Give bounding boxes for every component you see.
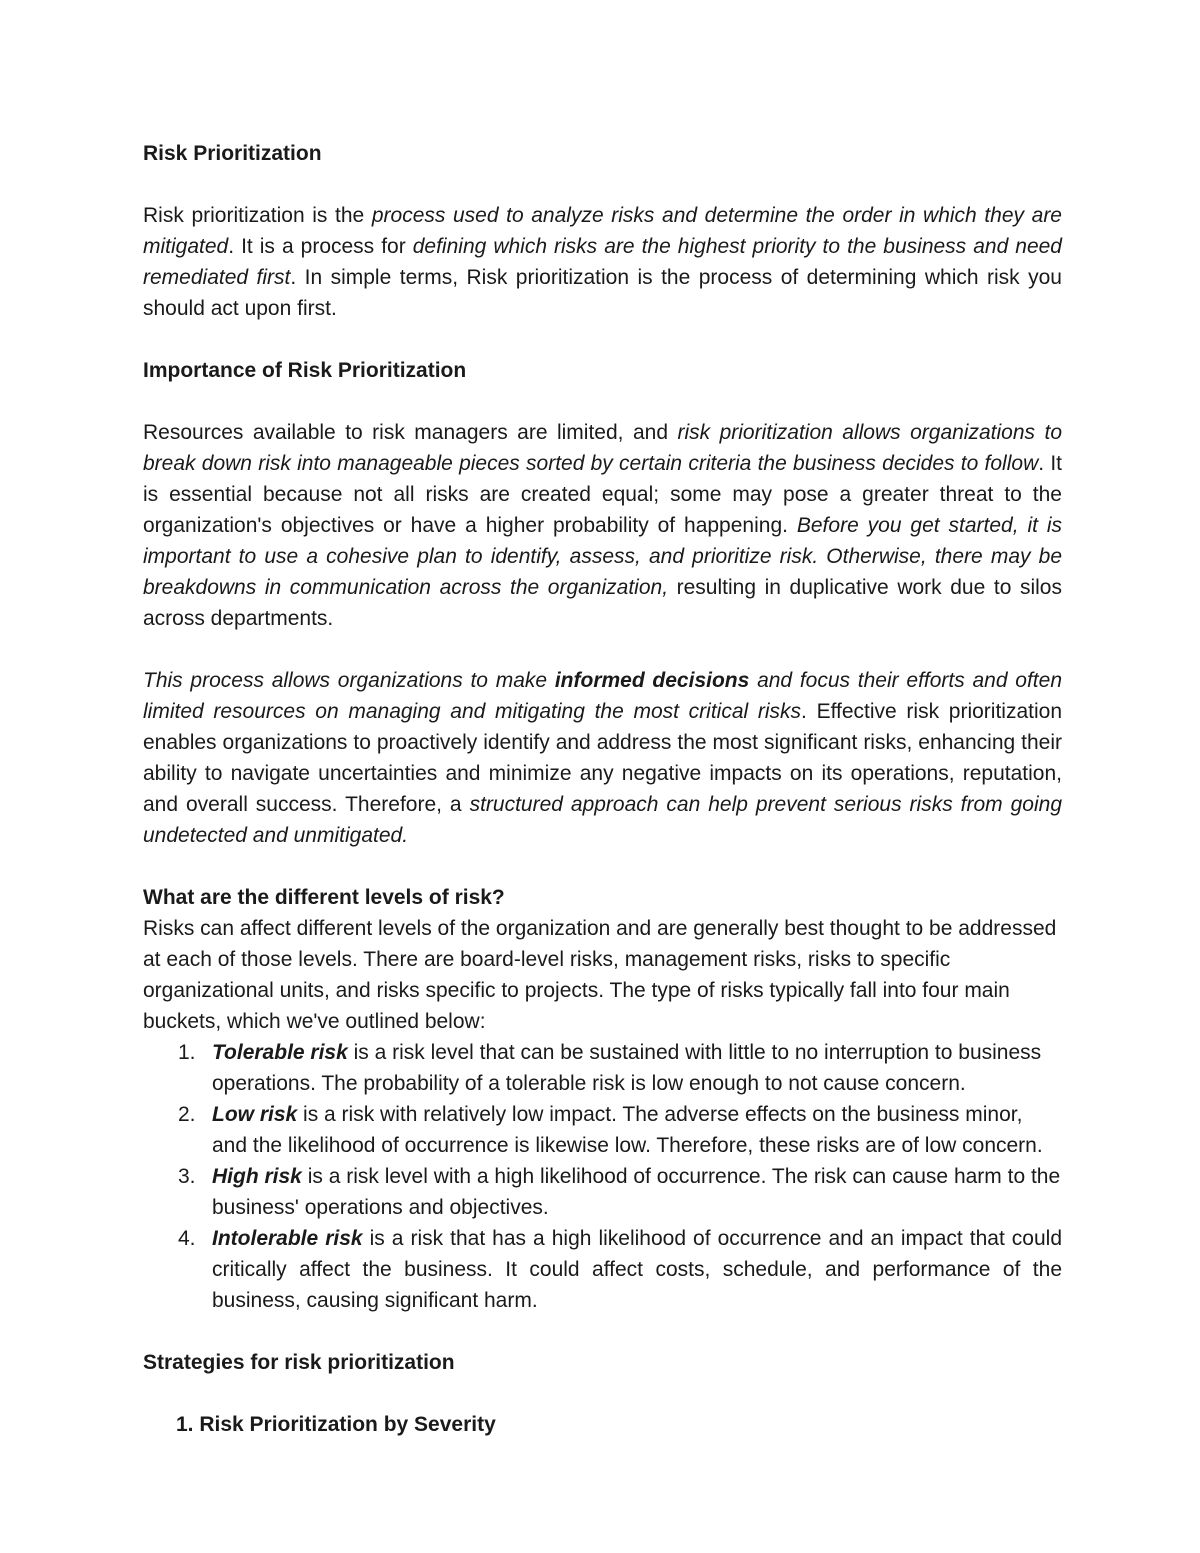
- list-number: 3.: [178, 1165, 196, 1188]
- list-number: 4.: [178, 1227, 196, 1250]
- text-run: Resources available to risk managers are limited, and: [143, 421, 678, 444]
- list-item: [143, 1037, 1062, 1099]
- text-run: . It is essential because not all risks are created equal; some may pose a greater threat to the organization's objectives or have a higher probability of happening.: [143, 452, 1062, 537]
- strategies-heading: Strategies for risk prioritization: [143, 1351, 455, 1374]
- list-text: is a risk level that can be sustained with little to no interruption to business operations. The probability of a tolerable risk is low enough to not cause concern.: [212, 1041, 1042, 1095]
- term-text: High risk: [212, 1165, 302, 1188]
- section-title: Risk Prioritization: [143, 142, 322, 165]
- text-run: . In simple terms, Risk prioritization is the process of determining which risk you should act upon first.: [143, 266, 1062, 320]
- importance-paragraph: [143, 417, 1062, 634]
- text-run: . It is a process for: [228, 235, 413, 258]
- text-run: Risk prioritization is the: [143, 204, 372, 227]
- list-text: is a risk level with a high likelihood of occurrence. The risk can cause harm to the business' operations and objectives.: [212, 1165, 1061, 1219]
- list-number: 2.: [178, 1103, 196, 1126]
- levels-paragraph: Risks can affect different levels of the organization and are generally best thought to be addressed at each of those levels. There are board-level risks, management risks, risks to specific organizational units, and risks specific to projects. The type of risks typically fall into four main buckets, which we've outlined below:: [143, 917, 1057, 1033]
- list-text: is a risk with relatively low impact. The adverse effects on the business minor, and the likelihood of occurrence is likewise low. Therefore, these risks are of low concern.: [212, 1103, 1043, 1157]
- term-text: Tolerable risk: [212, 1041, 348, 1064]
- emphasis-text: defining which risks are the highest priority to the business and need remediated first: [143, 235, 1062, 289]
- list-item: [143, 1223, 1062, 1316]
- emphasis-text: Before you get started, it is important to use a cohesive plan to identify, assess, and prioritize risk. Otherwise, there may be breakdowns in communication across the organization,: [143, 514, 1063, 599]
- text-run: resulting in duplicative work due to silos across departments.: [143, 576, 1062, 630]
- emphasis-text: process used to analyze risks and determine the order in which they are mitigated: [143, 204, 1062, 258]
- list-text: is a risk that has a high likelihood of occurrence and an impact that could critically affect the business. It could affect costs, schedule, and performance of the business, causing significant harm.: [212, 1227, 1062, 1312]
- term-text: Intolerable risk: [212, 1227, 363, 1250]
- emphasis-text: This process allows organizations to make: [143, 669, 555, 692]
- strategy-subheading: 1. Risk Prioritization by Severity: [176, 1413, 496, 1436]
- document-body: [143, 138, 1062, 1440]
- emphasis-text: and focus their efforts and often limited resources on managing and mitigating the most critical risks: [143, 669, 1062, 723]
- bold-emphasis-text: informed decisions: [554, 669, 750, 692]
- emphasis-text: risk prioritization allows organizations to break down risk into manageable pieces sorted by certain criteria the business decides to follow: [143, 421, 1062, 475]
- list-number: 1.: [178, 1041, 196, 1064]
- text-run: . Effective risk prioritization enables organizations to proactively identify and address the most significant risks, enhancing their ability to navigate uncertainties and minimize any negative impacts on its operations, reputation, and overall success. Therefore, a: [143, 700, 1063, 816]
- list-item: [143, 1161, 1062, 1223]
- term-text: Low risk: [212, 1103, 298, 1126]
- emphasis-text: structured approach can help prevent serious risks from going undetected and unmitigated.: [143, 793, 1062, 847]
- process-paragraph: [143, 665, 1062, 851]
- definition-paragraph: [143, 200, 1062, 324]
- list-item: [143, 1099, 1062, 1161]
- risk-levels-list: [143, 1037, 1062, 1316]
- importance-heading: Importance of Risk Prioritization: [143, 359, 467, 382]
- levels-heading: What are the different levels of risk?: [143, 886, 505, 909]
